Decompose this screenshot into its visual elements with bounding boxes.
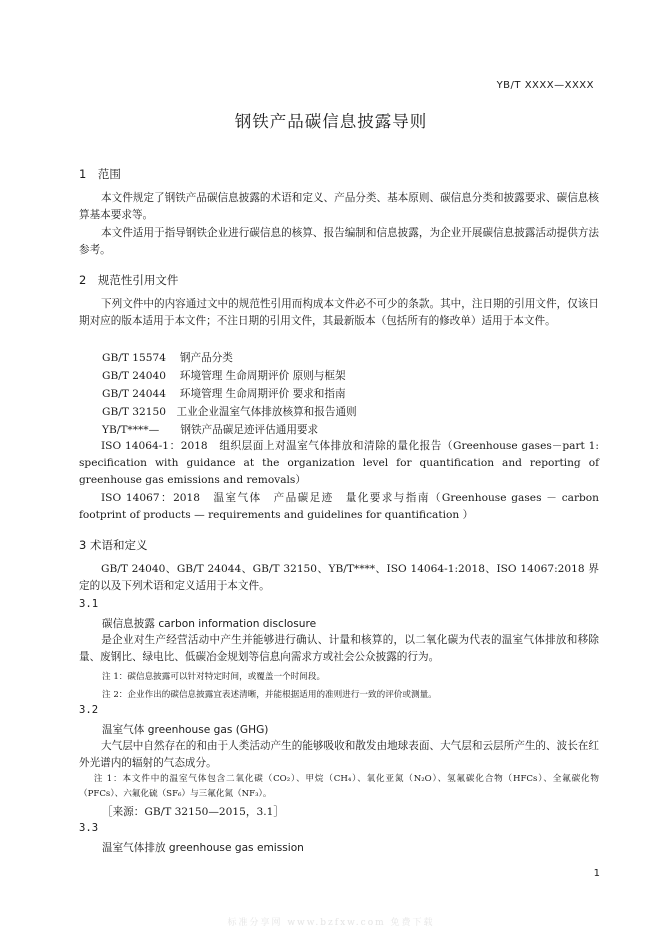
term-number: 3.2: [79, 704, 99, 716]
page-number: 1: [593, 868, 600, 879]
section-2-heading: 2 规范性引用文件: [79, 273, 179, 287]
reference-item: YB/T****— 钢铁产品碳足迹评估通用要求: [102, 424, 319, 436]
reference-item: GB/T 15574 钢产品分类: [102, 352, 233, 364]
term-note: 注 1：本文件中的温室气体包含二氧化碳（CO₂）、甲烷（CH₄）、氧化亚氮（N₂O）、氢氟碳化合物（HFCs）、全氟碳化物（PFCs）、六氟化硫（SF₆）与三氟化氮（NF₃）。: [79, 774, 599, 799]
reference-item: GB/T 24044 环境管理 生命周期评价 要求和指南: [102, 388, 346, 400]
section-1-paragraph-1: 本文件规定了钢铁产品碳信息披露的术语和定义、产品分类、基本原则、碳信息分类和披露要求、碳信息核算基本要求等。: [79, 192, 599, 221]
term-note: 注 1：碳信息披露可以针对特定时间，或覆盖一个时间段。: [102, 672, 326, 682]
reference-iso-14067: ISO 14067：2018 温室气体 产品碳足迹 量化要求与指南（Greenhouse gases － carbon footprint of products — requirements and guidelines for quantification ）: [79, 492, 599, 521]
section-1-heading: 1 范围: [79, 167, 121, 181]
standard-number: YB/T XXXX—XXXX: [496, 80, 594, 91]
section-3-heading: 3 术语和定义: [79, 538, 148, 552]
reference-item: GB/T 24040 环境管理 生命周期评价 原则与框架: [102, 370, 346, 382]
reference-iso-14064: ISO 14064-1：2018 组织层面上对温室气体排放和清除的量化报告（Greenhouse gases－part 1: specification with guidance at the organization level for quantification and reporting of greenhouse gas emissions and removals）: [79, 440, 599, 486]
term-number: 3.3: [79, 822, 99, 834]
document-title: 钢铁产品碳信息披露导则: [234, 112, 428, 131]
term-title: 碳信息披露 carbon information disclosure: [102, 618, 317, 630]
watermark: 标准分享网 www.bzfxw.com 免费下载: [227, 918, 435, 928]
section-1-paragraph-2: 本文件适用于指导钢铁企业进行碳信息的核算、报告编制和信息披露，为企业开展碳信息披露活动提供方法参考。: [79, 227, 599, 256]
term-title: 温室气体 greenhouse gas (GHG): [102, 724, 269, 736]
term-definition: 是企业对生产经营活动中产生并能够进行确认、计量和核算的，以二氧化碳为代表的温室气体排放和移除量、废钢比、绿电比、低碳冶金规划等信息向需求方或社会公众披露的行为。: [79, 634, 599, 663]
term-source: ［来源：GB/T 32150—2015，3.1］: [102, 806, 284, 818]
term-note: 注 2：企业作出的碳信息披露宜表述清晰，并能根据适用的准则进行一致的评价或测量。: [102, 690, 437, 700]
reference-item: GB/T 32150 工业企业温室气体排放核算和报告通则: [102, 406, 357, 418]
term-title: 温室气体排放 greenhouse gas emission: [102, 842, 304, 854]
term-number: 3.1: [79, 598, 99, 610]
section-3-intro: GB/T 24040、GB/T 24044、GB/T 32150、YB/T****、ISO 14064-1:2018、ISO 14067:2018 界定的以及下列术语和定义适用于本文件。: [79, 563, 599, 592]
section-2-intro: 下列文件中的内容通过文中的规范性引用而构成本文件必不可少的条款。其中，注日期的引用文件，仅该日期对应的版本适用于本文件；不注日期的引用文件，其最新版本（包括所有的修改单）适用于本文件。: [79, 298, 599, 327]
term-definition: 大气层中自然存在的和由于人类活动产生的能够吸收和散发由地球表面、大气层和云层所产生的、波长在红外光谱内的辐射的气态成分。: [79, 740, 599, 769]
